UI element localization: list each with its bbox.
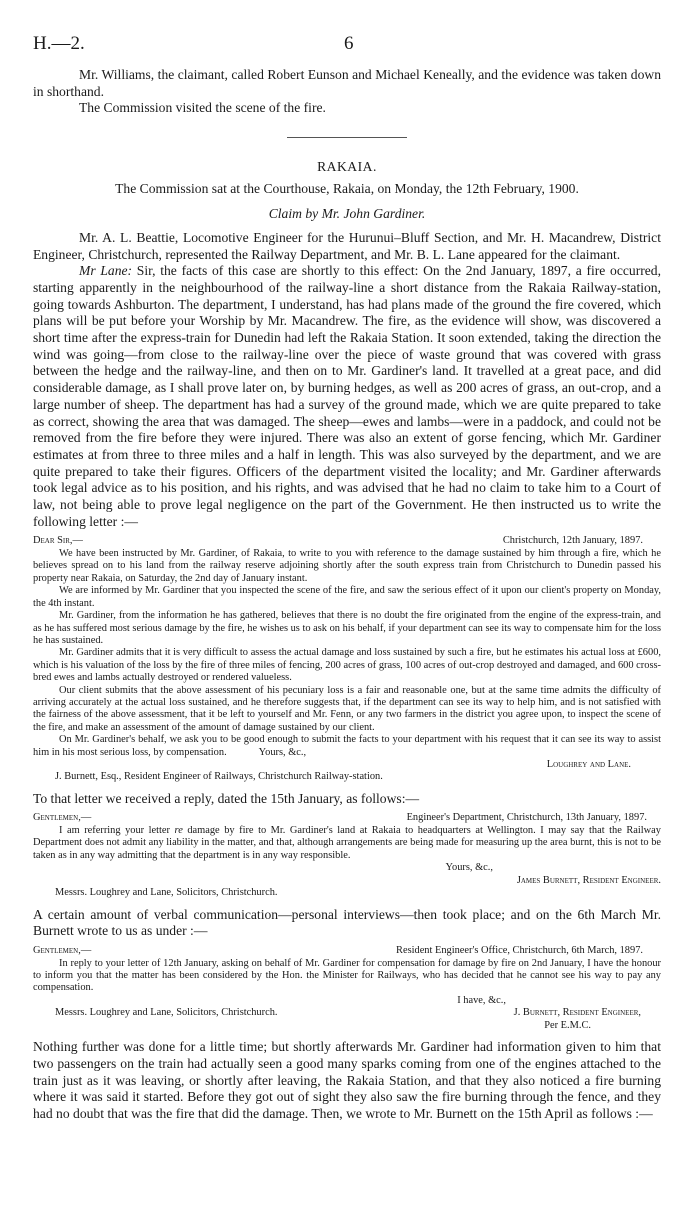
- letter3-text: In reply to your letter of 12th January, asking on behalf of Mr. Gardiner for compensation for damage by fire on 2nd January, I have the honour to inform you that the matter has been considered by the Hon. the Minister for Railways, who has decided that he cannot see his way to pay any compensation.: [33, 957, 661, 994]
- letter2-salutation: Gentlemen,—: [33, 812, 92, 824]
- section-title: RAKAIA.: [317, 159, 377, 175]
- letter1-paragraph: [33, 734, 661, 759]
- letter2-closing: Yours, &c.,: [445, 862, 493, 874]
- letter3-per: Per E.M.C.: [544, 1019, 591, 1031]
- letter2-addressee: Messrs. Loughrey and Lane, Solicitors, Christchurch.: [55, 887, 278, 899]
- letter1-signature: Loughrey and Lane.: [546, 758, 631, 770]
- lane-statement: [33, 263, 661, 530]
- letter1-place-date: Christchurch, 12th January, 1897.: [502, 535, 643, 547]
- letter3-salutation: Gentlemen,—: [33, 944, 92, 956]
- letter2-text: I am referring your letter re damage by fire to Mr. Gardiner's land at Rakaia to headquarters at Wellington. I may say that the Railway Department does not admit any liability in the matter, and that, although arrangements are being made for measuring up the area burnt, this is not to be taken as in any way admitting that the department is in any way responsible.: [33, 825, 661, 861]
- letter1-paragraph: We are informed by Mr. Gardiner that you inspected the scene of the fire, and saw the serious effect of it upon our client's property on Monday, the 4th instant.: [33, 585, 661, 609]
- closing-paragraph: Nothing further was done for a little time; but shortly afterwards Mr. Gardiner had information given to him that two passengers on the train had actually seen a good many sparks coming from one of the engines attached to the train just as it was leaving, or shortly after leaving, the Rakaia Station, and that they also noticed a fire burning where it was said it started. Before they got out of sight they also saw the fire burning through the fence, and they had no doubt that was the fire that did the damage. Then, we wrote to Mr. Burnett on the 15th April as follows :—: [33, 1039, 661, 1121]
- letter1-salutation: Dear Sir,—: [33, 535, 83, 547]
- page-number: 6: [344, 33, 354, 54]
- lane-statement-text: Sir, the facts of this case are shortly to this effect: On the 2nd January, 1897, a fire occurred, starting apparently in the neighbourhood of the railway-line a short distance from the Rakaia Railway-station, going towards Ashburton. The department, I understand, has had plans made of the ground the fire covered, which plans will be put before your Worship by Mr. Macandrew. The fire, as the evidence will show, was discovered a short time after the express-train for Dunedin had left the Rakaia Station. It soon extended, taking the direction the wind was going—from close to the railway-line over the piece of waste ground that was covered with grass between the hedge and the railway-line, and then on to Mr. Gardiner's land. It travelled at a great pace, and did considerable damage, as I shall prove later on, by burning hedges, as well as 200 acres of grass, an out-crop, and a large number of sheep. The department has had a survey of the ground made, which we are quite prepared to take as correct, showing the area that was damaged. The sheep—ewes and lambs—were in a paddock, and could not be removed from the fire before they were injured. There was also an extent of gorse fencing, which Mr. Gardiner estimates at from three to three miles and a half in length. This was also surveyed by the department, and we are quite prepared to take their figures. Officers of the department visited the locality; and Mr. Gardiner afterwards took legal advice as to his position, and his rights, and was advised that he had no claim to take him to a Court of law, not being able to prove legal negligence on the part of the Government. He then instructed us to write the following letter :—: [33, 263, 662, 529]
- claim-heading: Claim by Mr. John Gardiner.: [268, 205, 426, 221]
- letter3-signature: J. Burnett, Resident Engineer,: [513, 1007, 641, 1019]
- speaker-name: Mr Lane:: [79, 263, 133, 279]
- document-code: H.—2.: [33, 33, 85, 54]
- letter1-closing: Yours, &c.,: [258, 746, 307, 758]
- letter3-place-date: Resident Engineer's Office, Christchurch, 6th March, 1897.: [396, 944, 643, 956]
- letter1-addressee: J. Burnett, Esq., Resident Engineer of Railways, Christchurch Railway-station.: [55, 771, 383, 783]
- letter-burnett-reply: [33, 812, 661, 899]
- letter3-addressee: Messrs. Loughrey and Lane, Solicitors, Christchurch.: [55, 1007, 278, 1019]
- verbal-paragraph: A certain amount of verbal communication—personal interviews—then took place; and on the 6th March Mr. Burnett wrote to us as under :—: [33, 906, 661, 939]
- letter2-place-date: Engineer's Department, Christchurch, 13th January, 1897.: [406, 812, 647, 824]
- letter3-closing: I have, &c.,: [457, 994, 506, 1006]
- section-divider: [287, 137, 407, 138]
- letter-burnett-decision: [33, 945, 661, 1032]
- letter1-paragraph: Mr. Gardiner, from the information he has gathered, believes that there is no doubt the fire originated from the engine of the express-train, and as he has suffered most serious damage by the fire, he wishes us to ask on his behalf, if your department can see its way to compensate him for the loss he has sustained.: [33, 610, 661, 646]
- document-body: [33, 67, 661, 1123]
- letter2-signature: James Burnett, Resident Engineer.: [516, 874, 661, 886]
- letter1-paragraph: We have been instructed by Mr. Gardiner, of Rakaia, to write to you with reference to the damage sustained by him through a fire, which he believes spread on to his land from the railway reserve adjoining shortly after the south express train from Christchurch to Dunedin passed his property near Rakaia, on Saturday, the 2nd day of January instant.: [33, 548, 661, 584]
- intro-paragraph-commission: The Commission visited the scene of the fire.: [79, 100, 326, 116]
- letter-lane-to-burnett: [33, 535, 661, 783]
- intro-paragraph: Mr. Williams, the claimant, called Robert Eunson and Michael Keneally, and the evidence was taken down in shorthand.: [33, 67, 661, 99]
- letter1-paragraph: Our client submits that the above assessment of his pecuniary loss is a fair and reasonable one, but at the same time admits the difficulty of arriving accurately at the actual loss sustained, and he therefore suggests that, if the department can see its way to help him, and is not satisfied with the fairness of the above assessment, that it be left to yourself and Mr. Fenn, or any two farmers in the district you agree upon, to inspect the scene of the fire, and make an assessment of the amount of damage sustained by our client.: [33, 684, 661, 733]
- letter1-last-paragraph: On Mr. Gardiner's behalf, we ask you to be good enough to submit the facts to your department with his request that it can see its way to assist him in his most serious loss, by compensation.: [33, 734, 661, 758]
- sitting-notice: The Commission sat at the Courthouse, Rakaia, on Monday, the 12th February, 1900.: [115, 181, 579, 197]
- appearance-paragraph: Mr. A. L. Beattie, Locomotive Engineer for the Hurunui–Bluff Section, and Mr. H. Macandrew, District Engineer, Christchurch, represented the Railway Department, and Mr. B. L. Lane appeared for the claimant.: [33, 229, 661, 262]
- reply-intro: To that letter we received a reply, dated the 15th January, as follows:—: [33, 790, 420, 806]
- letter1-paragraph: Mr. Gardiner admits that it is very difficult to assess the actual damage and loss sustained by such a fire, but he estimates his actual loss at £600, which is his valuation of the loss by the fire of three miles of fencing, 200 acres of grass, 100 acres of out-crop destroyed and damaged, and 600 cross-bred ewes and lambs actually destroyed or rendered valueless.: [33, 647, 661, 684]
